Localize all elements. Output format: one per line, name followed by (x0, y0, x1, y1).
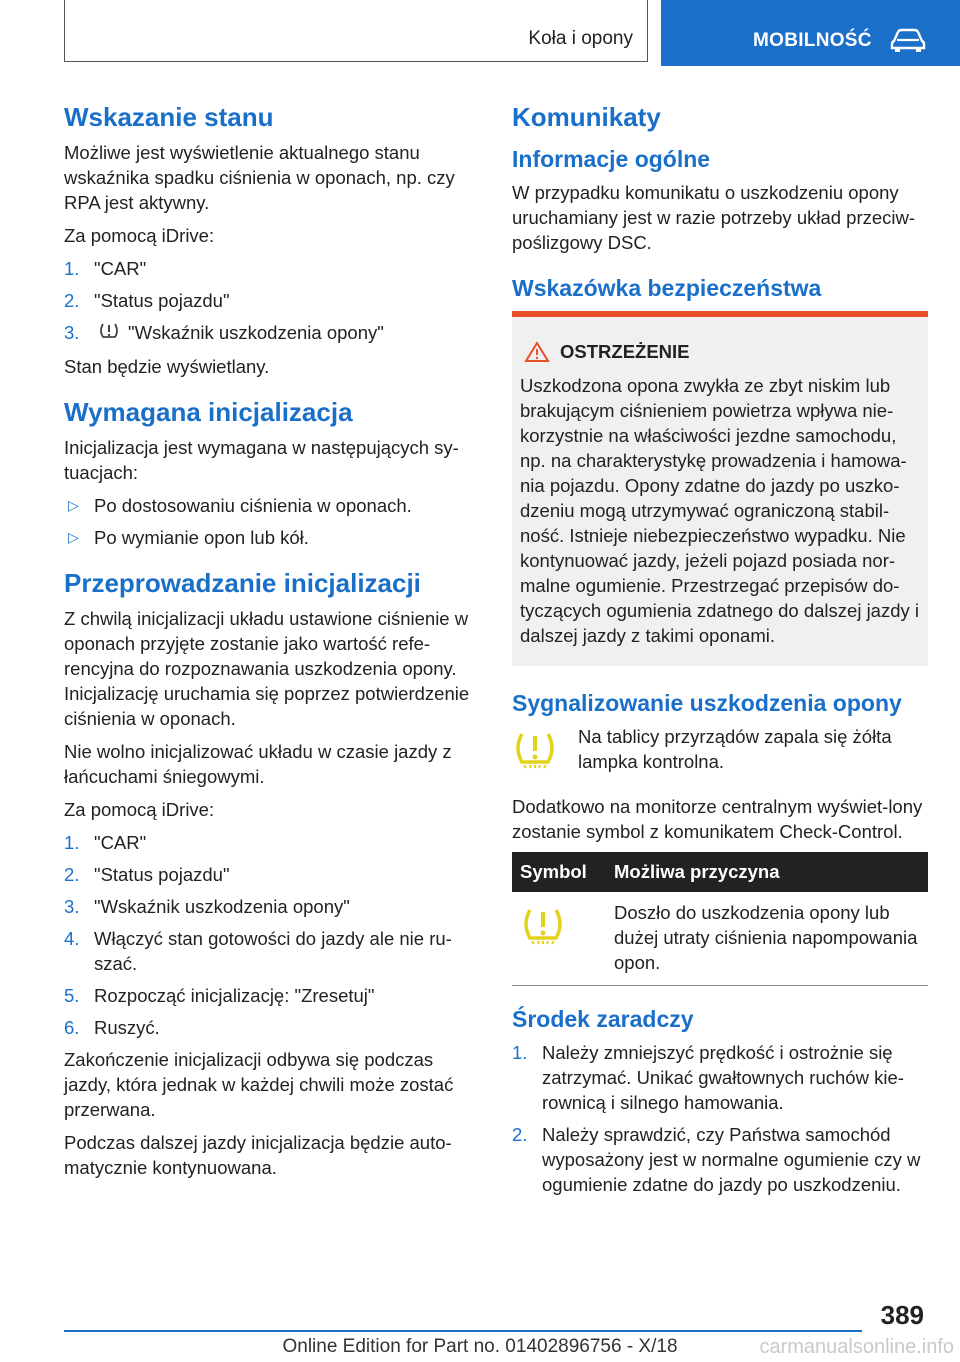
heading-messages: Komunikaty (512, 102, 661, 132)
table-header-cause: Możliwa przyczyna (606, 852, 928, 892)
right-column (512, 100, 928, 1204)
heading-general: Informacje ogólne (512, 146, 711, 172)
status-shown-text: Stan będzie wyświetlany. (64, 356, 270, 378)
heading-perform: Przeprowadzanie inicjalizacji (64, 568, 421, 599)
end-text-1: Zakończenie inicjalizacji odbywa się podczas jazdy, która jednak w każdej chwili może zostać przerwana. (64, 1049, 454, 1121)
heading-signal: Sygnalizowanie uszkodzenia opony (512, 690, 902, 716)
symbol-table (512, 852, 928, 986)
warning-title: OSTRZEŻENIE (520, 341, 920, 363)
table-cell-cause: Doszło do uszkodzenia opony lub dużej utraty ciśnienia napompowania opon. (606, 892, 928, 986)
tire-pressure-indicator-icon (520, 906, 566, 946)
list-item: 3. "Wskaźnik uszkodzenia opony" (64, 896, 350, 918)
category-label: MOBILNOŚĆ (753, 30, 872, 51)
monitor-text: Dodatkowo na monitorze centralnym wyświet-lony zostanie symbol z komunikatem Check-Control. (512, 796, 923, 842)
list-item: 1. Należy zmniejszyć prędkość i ostrożnie się zatrzymać. Unikać gwałtownych ruchów kie-rownicą i silnego hamowania. (512, 1042, 904, 1113)
init-steps (64, 830, 476, 1040)
header-section-box (64, 0, 648, 62)
status-steps (64, 256, 476, 347)
warning-text: Uszkodzona opona zwykła ze zbyt niskim lub brakującym ciśnieniem powietrza wpływa nie-korzystnie na właściwości jezdne samochodu, np. na charakterystykę prowadzenia i hamowa-nia pojazdu. Opony zdatne do jazdy po uszko-dzeniu mogą utrzymywać ograniczoną stabil-ność. Istnieje niebezpieczeństwo wypadku. Nie kontynuować jazdy, jeżeli pojazd posiada nor-malne ogumienie. Przestrzegać przepisów do-tyczących ogumienia zdatnego do dalszej jazdy i dalszej jazdy z takimi oponami. (520, 375, 920, 646)
list-item: 4. Włączyć stan gotowości do jazdy ale nie ru-szać. (64, 928, 452, 975)
required-text: Inicjalizacja jest wymagana w następujących sy-tuacjach: (64, 437, 459, 484)
edition-footer: Online Edition for Part no. 01402896756 - X/18 (282, 1336, 678, 1357)
idrive-intro-2: Za pomocą iDrive: (64, 799, 215, 821)
perform-text-2: Nie wolno inicjalizować układu w czasie jazdy z łańcuchami śniegowymi. (64, 741, 452, 788)
list-item: 1. "CAR" (64, 258, 147, 279)
list-item: 2. "Status pojazdu" (64, 864, 230, 886)
heading-required: Wymagana inicjalizacja (64, 397, 353, 428)
warning-triangle-icon (524, 341, 550, 363)
list-item: 3. "Wskaźnik uszkodzenia opony" (64, 320, 476, 347)
tire-pressure-warning-icon (98, 321, 120, 347)
table-header-symbol: Symbol (512, 852, 606, 892)
status-text: Możliwe jest wyświetlenie aktualnego stanu wskaźnika spadku ciśnienia w oponach, np. czy RPA jest aktywny. (64, 142, 455, 213)
heading-safety: Wskazówka bezpieczeństwa (512, 275, 822, 301)
car-icon (889, 27, 927, 53)
table-row (512, 892, 928, 986)
heading-remedy: Środek zaradczy (512, 1006, 694, 1032)
section-title: Koła i opony (528, 28, 633, 49)
perform-text-1: Z chwilą inicjalizacji układu ustawione ciśnienie w oponach przyjęte zostanie jako wartość refe-rencyjna do rozpoznawania uszkodzenia opony. Inicjalizację uruchamia się poprzez potwierdzenie ciśnienia w oponach. (64, 608, 470, 730)
general-text: W przypadku komunikatu o uszkodzeniu opony uruchamiany jest w razie potrzeby układ przeciw-poślizgowy DSC. (512, 182, 916, 253)
tire-pressure-indicator-icon (512, 730, 558, 770)
footer-divider (64, 1330, 862, 1332)
list-item: 5. Rozpocząć inicjalizację: "Zresetuj" (64, 985, 375, 1007)
left-column (64, 100, 476, 1188)
heading-status: Wskazanie stanu (64, 102, 274, 132)
list-item: ▷ Po wymianie opon lub kół. (68, 527, 309, 549)
category-tab[interactable] (661, 0, 960, 66)
list-item: 2. Należy sprawdzić, czy Państwa samochód wyposażony jest w normalne ogumienie czy w ogumienie zdatne do jazdy po uszkodzeniu. (512, 1124, 921, 1195)
watermark: carmanualsonline.info (759, 1336, 954, 1358)
lamp-text: Na tablicy przyrządów zapala się żółta lampka kontrolna. (578, 726, 892, 772)
idrive-intro: Za pomocą iDrive: (64, 225, 215, 246)
list-item: ▷ Po dostosowaniu ciśnienia w oponach. (68, 495, 412, 517)
list-item: 2. "Status pojazdu" (64, 290, 230, 311)
lamp-row (512, 724, 928, 782)
required-bullets (64, 493, 476, 550)
warning-box (512, 311, 928, 666)
end-text-2: Podczas dalszej jazdy inicjalizacja będzie auto-matycznie kontynuowana. (64, 1132, 452, 1179)
page-number: 389 (880, 1300, 924, 1330)
list-item: 1. "CAR" (64, 832, 147, 854)
remedy-steps (512, 1040, 928, 1197)
list-item: 6. Ruszyć. (64, 1017, 160, 1039)
table-cell-symbol (512, 892, 606, 986)
